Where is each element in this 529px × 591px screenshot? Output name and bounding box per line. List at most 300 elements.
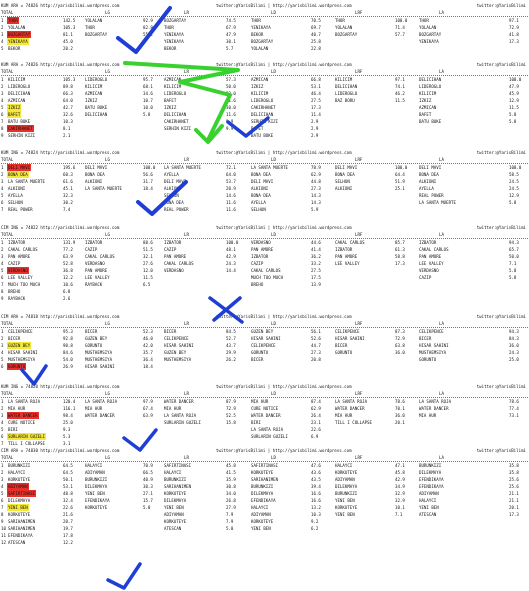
ld-name: CAZIP — [251, 261, 264, 266]
la-value: 100.0 — [509, 77, 522, 82]
column-header-c3: LR — [184, 157, 189, 162]
total-value: 45.1 — [63, 186, 73, 191]
lrf-name: GORUNTU — [335, 350, 353, 355]
lg-value: 46.0 — [143, 336, 153, 341]
ld-name: KILICIM — [251, 91, 269, 96]
lg-value: 18.4 — [143, 186, 153, 191]
ld-name: MIA HUR — [251, 399, 269, 404]
column-header-c3: LR — [184, 10, 189, 15]
total-value: 30.2 — [63, 200, 73, 205]
lg-value: 32.1 — [143, 254, 153, 259]
row-number: 7 — [1, 207, 4, 212]
race-title: CIM ARA = 74818 http://yarisbilimi.wordpress.com — [1, 314, 120, 319]
total-value: 12.2 — [63, 275, 73, 280]
horse-name: MUSTHEMSIYA — [8, 357, 36, 362]
lr-value: 45.8 — [226, 463, 236, 468]
ld-name: BOZGARTAY — [251, 39, 274, 44]
row-number: 2 — [1, 247, 4, 252]
lr-name: SAFIRTINASI — [164, 463, 192, 468]
ld-value: 43.5 — [311, 477, 321, 482]
la-value: 11.5 — [509, 105, 519, 110]
table-row — [1, 398, 528, 405]
ld-name: SURLARIN GUZELI — [251, 434, 288, 439]
lrf-name: BOZGARTAY — [335, 32, 358, 37]
ld-name: BONA DEA — [251, 172, 271, 177]
column-header-c4: LD — [271, 321, 276, 326]
la-name: BATU BOKE — [419, 119, 442, 124]
ld-value: 52.6 — [311, 336, 321, 341]
ld-value: 22.8 — [311, 46, 321, 51]
lg-value: 100.0 — [143, 165, 156, 170]
column-header-c2: LG — [105, 10, 110, 15]
ld-value: 27.3 — [311, 350, 321, 355]
horse-name: PAN AMORE — [8, 254, 31, 259]
lr-name: IZKIZ — [164, 105, 177, 110]
ld-name: KORKUTEYE — [251, 519, 274, 524]
horse-name: LIDEROGLU — [8, 84, 31, 89]
lrf-value: 36.0 — [395, 413, 405, 418]
la-value: 17.3 — [509, 512, 519, 517]
total-value: 53.1 — [63, 484, 73, 489]
row-number: 7 — [1, 505, 4, 510]
table-row — [1, 83, 528, 90]
lr-value: 30.8 — [226, 484, 236, 489]
lg-name: LEE VALLEY — [85, 275, 110, 280]
horse-name: BURUNKIZI — [8, 463, 31, 468]
total-value: 142.5 — [63, 18, 76, 23]
la-name: LIDEROGLU — [419, 84, 442, 89]
lg-name: YOLALAN — [85, 18, 103, 23]
lg-value: 5.8 — [143, 112, 151, 117]
lg-name: LIDEROGLU — [85, 77, 108, 82]
lr-value: 47.9 — [226, 32, 236, 37]
table-row — [1, 539, 528, 546]
lrf-value: 61.3 — [395, 247, 405, 252]
ld-value: 44.8 — [311, 179, 321, 184]
la-value: 47.9 — [509, 84, 519, 89]
column-header-row — [1, 68, 528, 75]
lrf-value: 36.0 — [395, 350, 405, 355]
table-row — [1, 111, 528, 118]
la-value: 12.9 — [509, 98, 519, 103]
la-name: AZMICAN — [419, 105, 437, 110]
table-row — [1, 490, 528, 497]
column-header-c4: LD — [271, 391, 276, 396]
row-number: 1 — [1, 399, 4, 404]
la-name: LA SANTA ROJA — [419, 399, 452, 404]
column-header-c1: TOTAL — [1, 157, 14, 162]
lr-name: YENIKAYA — [164, 39, 184, 44]
lg-value: 92.9 — [143, 18, 153, 23]
lg-value: 11.5 — [143, 275, 153, 280]
horse-name: DELI MAVI — [8, 165, 31, 170]
column-header-c6: LA — [439, 157, 444, 162]
la-name: ADIYAMAN — [419, 491, 439, 496]
lg-name: DELICIHAN — [85, 112, 108, 117]
column-header-c3: LR — [184, 391, 189, 396]
total-value: 61.6 — [63, 179, 73, 184]
total-value: 22.6 — [63, 505, 73, 510]
ld-value: 47.6 — [311, 463, 321, 468]
la-name: LEE VALLEY — [419, 261, 444, 266]
table-row — [1, 267, 528, 274]
lr-name: BONA DEA — [164, 200, 184, 205]
ld-value: 70.5 — [311, 18, 321, 23]
total-value: 12.2 — [63, 540, 73, 545]
la-value: 21.1 — [509, 498, 519, 503]
total-value: 32.4 — [63, 498, 73, 503]
lr-value: 26.2 — [226, 357, 236, 362]
la-value: 5.8 — [509, 268, 517, 273]
lg-name: DILEKMAYA — [85, 484, 108, 489]
lrf-value: 87.3 — [395, 329, 405, 334]
lr-name: MUSTHEMSIYA — [164, 357, 192, 362]
row-number: 3 — [1, 413, 4, 418]
lr-value: 9.9 — [226, 126, 234, 131]
lr-value: 29.9 — [226, 350, 236, 355]
total-value: 32.3 — [63, 193, 73, 198]
lr-name: SELHUN — [164, 193, 179, 198]
lrf-name: CELIKPENCE — [335, 329, 360, 334]
row-number: 6 — [1, 275, 4, 280]
total-value: 52.8 — [63, 261, 73, 266]
la-name: BOZGARTAY — [419, 32, 442, 37]
column-header-c1: TOTAL — [1, 69, 14, 74]
lr-value: 5.0 — [226, 526, 234, 531]
lr-name: KILICIM — [164, 84, 182, 89]
lg-name: RAYBACK — [85, 282, 103, 287]
lr-name: BEKOR — [164, 46, 177, 51]
horse-name: RAYBACK — [8, 296, 26, 301]
ld-value: 2.9 — [311, 133, 319, 138]
horse-name: CELIKPENCE — [8, 329, 33, 334]
column-header-c6: LA — [439, 391, 444, 396]
lg-name: KILICIM — [85, 84, 103, 89]
column-header-c4: LD — [271, 157, 276, 162]
total-value: 8.1 — [63, 126, 71, 131]
lr-value: 31.6 — [226, 98, 236, 103]
lrf-value: 46.2 — [395, 91, 405, 96]
lrf-name: BURUNKIZI — [335, 491, 358, 496]
lrf-value: 64.4 — [395, 172, 405, 177]
ld-value: 44.6 — [311, 240, 321, 245]
horse-name: TILL I COLLAPSE — [8, 441, 45, 446]
ld-value: 5.9 — [311, 207, 319, 212]
total-value: 92.8 — [63, 336, 73, 341]
lr-name: YENI BEN — [164, 505, 184, 510]
row-number: 6 — [1, 364, 4, 369]
ld-value: 62.9 — [311, 406, 321, 411]
column-header-c4: LD — [271, 10, 276, 15]
la-name: EFENDIKAYA — [419, 477, 444, 482]
lr-value: 14.6 — [226, 193, 236, 198]
horse-name: IZBATOR — [8, 240, 26, 245]
horse-name: KORKUTEYE — [8, 512, 31, 517]
total-value: 64.0 — [63, 98, 73, 103]
check-mark-6 — [108, 564, 140, 588]
table-row — [1, 199, 528, 206]
lg-value: 68.1 — [143, 84, 153, 89]
ld-value: 27.3 — [311, 186, 321, 191]
lrf-name: BAZ BORU — [335, 98, 355, 103]
column-header-c4: LD — [271, 232, 276, 237]
horse-name: SELHUN — [8, 200, 23, 205]
horse-name: SARIHANIMEN — [8, 526, 36, 531]
lr-name: CAZIP — [164, 247, 177, 252]
lrf-value: 58.8 — [395, 254, 405, 259]
ld-name: LA SANTA MUERTE — [251, 165, 288, 170]
column-header-c1: TOTAL — [1, 455, 14, 460]
row-number: 6 — [1, 434, 4, 439]
table-row — [1, 504, 528, 511]
lg-value: 36.4 — [143, 357, 153, 362]
row-number: 3 — [1, 477, 4, 482]
la-name: CAZIP — [419, 275, 432, 280]
lrf-value: 34.9 — [395, 484, 405, 489]
horse-name: YOLALAN — [8, 25, 26, 30]
row-number: 1 — [1, 240, 4, 245]
ld-value: 23.1 — [311, 420, 321, 425]
horse-name: BAFET — [8, 112, 21, 117]
table-row — [1, 206, 528, 213]
lrf-name: DILEKMAYA — [335, 484, 358, 489]
lg-value: 15.7 — [143, 498, 153, 503]
twitter-tag: twitter:@YarisBilimi — [476, 3, 526, 8]
row-number: 4 — [1, 98, 4, 103]
horse-name: THOR — [8, 18, 18, 23]
row-number: 2 — [1, 25, 4, 30]
lg-value: 10.7 — [143, 98, 153, 103]
horse-name: GORUNTU — [8, 364, 26, 369]
table-row — [1, 363, 528, 370]
lrf-name: ADIYAMAN — [335, 477, 355, 482]
la-name: YENI BEN — [419, 505, 439, 510]
ld-value: 56.1 — [311, 329, 321, 334]
table-row — [1, 31, 528, 38]
horse-name: HALAYCI — [8, 470, 26, 475]
ld-name: LA SANTA ROJA — [251, 427, 284, 432]
horse-name: ADIYAMAN — [8, 484, 28, 489]
la-value: 25.6 — [509, 477, 519, 482]
horse-name: SURLARIN GUZELI — [8, 434, 45, 439]
lr-value: 14.4 — [226, 268, 236, 273]
lrf-name: LIDEROGLU — [335, 91, 358, 96]
column-header-row — [1, 9, 528, 16]
ld-name: HALAYCI — [251, 505, 269, 510]
lrf-value: 63.8 — [395, 343, 405, 348]
lrf-name: YENI BEN — [335, 498, 355, 503]
lrf-value: 32.9 — [395, 491, 405, 496]
la-value: 41.8 — [509, 32, 519, 37]
race-header — [1, 2, 528, 9]
row-number: 3 — [1, 254, 4, 259]
twitter-tag: twitter:@YarisBilimi — [476, 314, 526, 319]
table-row — [1, 38, 528, 45]
lr-value: 52.5 — [226, 413, 236, 418]
la-name: HALAYCI — [419, 498, 437, 503]
ld-name: SARIHANIMEN — [251, 477, 279, 482]
la-name: MIA HUR — [419, 413, 437, 418]
lr-value: 30.1 — [226, 39, 236, 44]
lg-name: LA SANTA MUERTE — [85, 186, 122, 191]
la-name: BURUNKIZI — [419, 463, 442, 468]
table-row — [1, 274, 528, 281]
lr-value: 11.6 — [226, 200, 236, 205]
ld-value: 20.8 — [311, 357, 321, 362]
row-number: 4 — [1, 484, 4, 489]
column-header-c6: LA — [439, 455, 444, 460]
column-header-row — [1, 231, 528, 238]
lr-name: SARIHANIMEN — [164, 484, 192, 489]
ld-name: BREHO — [251, 282, 264, 287]
ld-value: 36.2 — [311, 254, 321, 259]
horse-name: YENI BEN — [8, 505, 28, 510]
lr-name: SURLARIN GUZELI — [164, 420, 201, 425]
la-value: 58.5 — [509, 172, 519, 177]
lr-value: 43.7 — [226, 343, 236, 348]
lg-name: CAKAL CARLOS — [85, 254, 115, 259]
lrf-name: HISAR SAHINI — [335, 336, 365, 341]
table-row — [1, 349, 528, 356]
lg-name: MIA HUR — [85, 406, 103, 411]
la-name: YENIKAYA — [419, 39, 439, 44]
lr-name: ADIYAMAN — [164, 512, 184, 517]
ld-name: BAFET — [251, 126, 264, 131]
row-number: 11 — [1, 533, 6, 538]
lr-name: LIDEROGLU — [164, 91, 187, 96]
la-value: 12.9 — [509, 193, 519, 198]
lrf-value: 32.9 — [395, 498, 405, 503]
ld-name: KORKUTEYE — [251, 470, 274, 475]
column-header-c2: LG — [105, 157, 110, 162]
lr-value: 7.9 — [226, 512, 234, 517]
lg-value: 10.0 — [143, 105, 153, 110]
lrf-name: LA SANTA ROJA — [335, 399, 368, 404]
column-header-c3: LR — [184, 232, 189, 237]
ld-name: BICER — [251, 357, 264, 362]
ld-value: 78.9 — [311, 165, 321, 170]
total-value: 9.3 — [63, 427, 71, 432]
lrf-value: 25.1 — [395, 186, 405, 191]
lr-name: AZMICAN — [164, 77, 182, 82]
lr-value: 11.6 — [226, 207, 236, 212]
table-row — [1, 518, 528, 525]
column-header-row — [1, 390, 528, 397]
lr-value: 52.7 — [226, 336, 236, 341]
column-header-c1: TOTAL — [1, 10, 14, 15]
ld-name: VERDASNO — [251, 240, 271, 245]
la-name: IZKIZ — [419, 98, 432, 103]
total-value: 77.2 — [63, 247, 73, 252]
lrf-name: KILICIM — [335, 77, 353, 82]
ld-name: DELI MAVI — [251, 179, 274, 184]
table-row — [1, 24, 528, 31]
total-value: 90.8 — [63, 343, 73, 348]
la-value: 100.0 — [509, 165, 522, 170]
la-name: AYELLA — [419, 186, 434, 191]
column-header-c2: LG — [105, 321, 110, 326]
ld-value: 69.7 — [311, 25, 321, 30]
total-value: 3.1 — [63, 441, 71, 446]
la-value: 65.7 — [509, 247, 519, 252]
table-row — [1, 281, 528, 288]
horse-name: WATER DANCER — [8, 413, 38, 418]
lg-name: KORKUTEYE — [85, 505, 108, 510]
ld-name: GORUNTU — [251, 350, 269, 355]
twitter-tag: twitter:@YarisBilimi — [476, 448, 526, 453]
lg-value: 31.7 — [143, 179, 153, 184]
la-value: 5.8 — [509, 275, 517, 280]
horse-name: LA SANTA MUERTE — [8, 179, 45, 184]
horse-name: LA SANTA ROJA — [8, 399, 41, 404]
row-number: 5 — [1, 193, 4, 198]
lrf-value: 20.1 — [395, 420, 405, 425]
la-name: HISAR SAHINI — [419, 343, 449, 348]
row-number: 7 — [1, 441, 4, 446]
total-value: 6.8 — [63, 289, 71, 294]
ld-name: CELIKPENCE — [251, 343, 276, 348]
row-number: 2 — [1, 172, 4, 177]
ld-name: EFENDIKAYA — [251, 498, 276, 503]
lg-name: BICER — [85, 329, 98, 334]
lr-name: DELI MAVI — [164, 179, 187, 184]
ld-value: 87.4 — [311, 399, 321, 404]
lr-value: 72.1 — [226, 165, 236, 170]
table-row — [1, 118, 528, 125]
row-number: 8 — [1, 126, 4, 131]
column-header-c2: LG — [105, 69, 110, 74]
la-name: DELI MAVI — [419, 165, 442, 170]
ld-name: SELHUN — [251, 207, 266, 212]
race-title: KUM ING = 74824 http://yarisbilimi.wordpress.com — [1, 150, 120, 155]
ld-value: 22.6 — [311, 427, 321, 432]
lg-name: MUSTHEMSIYA — [85, 357, 113, 362]
row-number: 2 — [1, 470, 4, 475]
row-number: 6 — [1, 112, 4, 117]
horse-name: BEKOR — [8, 46, 21, 51]
row-number: 8 — [1, 512, 4, 517]
horse-name: YENIKAYA — [8, 39, 28, 44]
la-value: 78.6 — [509, 399, 519, 404]
lrf-value: 10.1 — [395, 505, 405, 510]
lr-name: CAKAL CARLOS — [164, 261, 194, 266]
la-value: 77.4 — [509, 406, 519, 411]
ld-name: CAKIRHANET — [251, 105, 276, 110]
ld-name: IZKIZ — [251, 84, 264, 89]
ld-value: 17.3 — [311, 105, 321, 110]
la-name: BONA DEA — [419, 172, 439, 177]
total-value: 105.3 — [63, 25, 76, 30]
lrf-value: 97.1 — [395, 77, 405, 82]
column-header-c2: LG — [105, 232, 110, 237]
total-value: 10.6 — [63, 282, 73, 287]
lg-value: 51.5 — [143, 247, 153, 252]
race-title: KUM ARA = 74826 http://yarisbilimi.wordpress.com — [1, 62, 120, 67]
ld-value: 14.3 — [311, 200, 321, 205]
lrf-name: TILL I COLLAPSE — [335, 420, 372, 425]
table-row — [1, 440, 528, 447]
total-value: 36.8 — [63, 268, 73, 273]
lrf-name: THOR — [335, 18, 345, 23]
horse-name: CAKIRHANET — [8, 126, 33, 131]
lr-value: 20.9 — [226, 186, 236, 191]
lr-name: HISAR SAHINI — [164, 343, 194, 348]
total-value: 64.5 — [63, 470, 73, 475]
row-number: 5 — [1, 268, 4, 273]
la-name: CAKAL CARLOS — [419, 247, 449, 252]
horse-name: CURE NOTICE — [8, 420, 36, 425]
lr-value: 35.9 — [226, 477, 236, 482]
